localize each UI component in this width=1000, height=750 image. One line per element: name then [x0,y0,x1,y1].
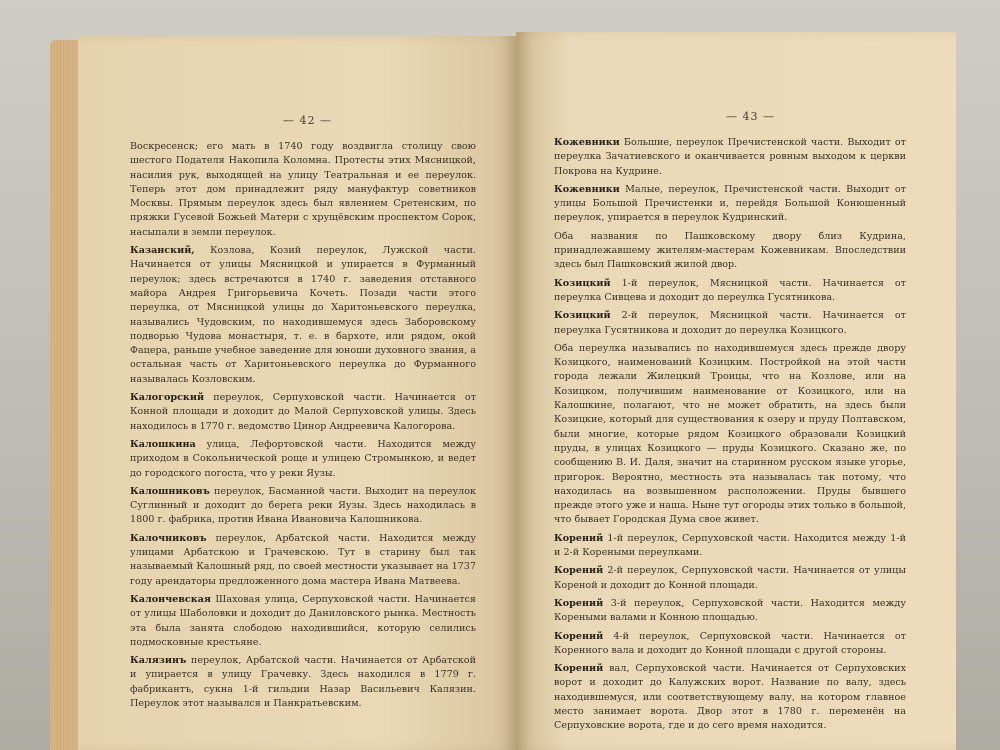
paragraph [130,244,476,387]
entry-heading: Казанский, [130,245,195,257]
paragraph [130,391,476,434]
entry-text: Оба переулка назывались по находившемуся здесь прежде двору Козицкого, наименований Козицким. Постройкой на этой части города лежали Жилецкий Троицы, что на Козлове, или на Козицком, получившим наименование от Козицкого, или на Калошкине, полагают, что не может обратить, на здесь были Козицкие, который для существования к озеру и пруду Полтавском, были многие, которые рядом Козицкого образовали Козицкий пруды, в улицах Козицкого — пруды Козицкого. Сказано же, по сообщению В. И. Даля, значит на старинном русском языке угорье, пригорок. Вероятно, местность эта называлась так потому, что находилась на возвышенном расположении. Пруды бывшего прежде этого уже и наша. Ныне тут огороды этих только в большой, что бывает Городская Дума свое живет. [554,342,906,526]
entry-text: Воскресенск; его мать в 1740 году воздвигла столицу свою шестого Подателя Накопила Коломна. Протесты этих Мясницкой, насилия рук, выходящей на улицу Театральная и ее переулок. Теперь этот дом принадлежит ряду мануфактур советников Москвы. Прямым переулок здесь был явлением Сретенским, по пряжки Гусевой Божьей Матери с хрущёвским проспектом Сорок, насыпали в земли переулок. [130,141,476,238]
right-page-text [554,136,906,738]
entry-heading: Калошкина [130,438,196,450]
open-book [50,22,960,750]
entry-heading: Кожевники [554,137,620,148]
paragraph [554,309,906,338]
left-page-text [130,140,476,715]
paragraph [554,136,906,179]
paragraph [554,183,906,226]
entry-text: Малые, переулок, Пречистенской части. Выходит от улицы Большой Пречистенки и, перейдя Большой Конюшенный переулок, упирается в переулок Кудринский. [554,183,906,224]
paragraph [130,140,476,240]
paragraph [554,597,906,626]
entry-text: переулок, Басманной части. Выходит на переулок Суглинный и доходит до берега реки Яузы. Здесь находилась в 1800 г. фабрика, против Ивана Ивановича Калошникова. [130,485,476,526]
entry-text: 1-й переулок, Серпуховской части. Находится между 1-й и 2-й Кореными переулками. [554,532,906,559]
paragraph [130,438,476,481]
right-page-number: — 43 — [726,110,775,123]
entry-heading: Кожевники [554,183,620,195]
paragraph [554,662,906,733]
entry-heading: Калязинъ [130,655,187,667]
page-block-edge [50,40,80,750]
entry-heading: Калочниковъ [130,532,207,544]
paragraph [554,230,906,273]
entry-text: вал, Серпуховской части. Начинается от Серпуховских ворот и доходит до Калужских ворот. Название по валу, здесь находившемуся, или соответствующему валу, на котором главное место занимает ворота. Двор этот в 1780 г. переменён на Серпуховские ворота, где и до сего время находится. [554,663,906,732]
right-page [516,32,956,750]
entry-text: 2-й переулок, Серпуховской части. Начинается от улицы Кореной и доходит до Конной площади. [554,565,906,591]
entry-text: Шаховая улица, Серпуховской части. Начинается от улицы Шаболовки и доходит до Даниловского рынка. Местность эта была занята слободою находившийся, которую селились подмосковные крестьяне. [130,593,476,648]
entry-heading: Корений [554,532,604,544]
entry-text: 1-й переулок, Мясницкой части. Начинается от переулка Сивцева и доходит до переулка Гусятникова. [554,277,906,303]
entry-text: Большие, переулок Пречистенской части. Выходит от переулка Зачатиевского и оканчивается ровным выходом к церкви Покрова на Кудрине. [554,137,906,177]
entry-text: Козлова, Козий переулок, Лужской части. Начинается от улицы Мясницкой и упирается в Фурманный переулок; здесь встречаются в 1740 г. заведения отставного майора Андрея Григорьевича Кочеть. Позади части этого переулка, от Мясницкой улицы до Харитоньевского переулка, назывались Чудовским, по находившемуся здесь Зaбоpовскому подворью Чудова монастыря, т. е. в бархоте, или рядом, окой Фацера, раньше учебное заведение для юноши духовного звания, а остальная часть от Харитоньевского переулка до Фурманного называлась Козловским. [130,245,476,385]
entry-text: переулок, Серпуховской части. Начинается от Конной площади и доходит до Малой Серпуховской улицы. Здесь находилось в 1770 г. ведомство Цинор Андреевича Калогорова. [130,392,476,432]
paragraph [554,532,906,561]
entry-heading: Калончевская [130,593,211,605]
entry-text: Оба названия по Пашковскому двору близ Кудрина, принадлежавшему жителям-мастерам Кожевникам. Впоследствии здесь был Пашковский жилой двор. [554,230,906,271]
entry-heading: Козицкий [554,310,611,322]
entry-heading: Калогорский [130,392,205,404]
paragraph [554,342,906,528]
paragraph [130,654,476,711]
paragraph [130,593,476,650]
left-page-number: — 42 — [283,114,332,127]
entry-heading: Калошниковъ [130,485,210,497]
paragraph [130,532,476,589]
entry-heading: Корений [554,565,604,577]
entry-text: 2-й переулок, Мясницкой части. Начинается от переулка Гусятникова и доходит до переулка Козицкого. [554,310,906,336]
entry-heading: Корений [554,630,604,642]
entry-text: переулок, Арбатской части. Начинается от Арбатской и упирается в улицу Грачевку. Здесь находился в 1779 г. фабрикантъ, сукна 1-й гильдии Назар Васильевич Калязин. Переулок этот назывался и Панкратьевским. [130,655,476,709]
entry-text: переулок, Арбатской части. Находится между улицами Арбатскою и Грачевскою. Тут в старину был так называемый Калошный ряд, по своей местности указывает на 1737 году арендаторы предложенного дома мастера Ивана Матвеева. [130,532,476,587]
entry-text: улица, Лефортовской части. Находится между приходом в Сокольнической роще и улицею Стромынкою, и ведет до городского погоста, что у реки Яузы. [130,438,476,479]
paragraph [130,485,476,528]
left-page [78,36,516,750]
paragraph [554,277,906,306]
entry-text: 3-й переулок, Серпуховской части. Находится между Кореными валами и Конною площадью. [554,597,906,624]
entry-heading: Козицкий [554,277,611,289]
entry-heading: Корений [554,663,604,675]
paragraph [554,630,906,659]
entry-heading: Корений [554,597,604,609]
paragraph [554,564,906,593]
entry-text: 4-й переулок, Серпуховской части. Начинается от Коренного вала и доходит до Конной площади с другой стороны. [554,630,906,656]
